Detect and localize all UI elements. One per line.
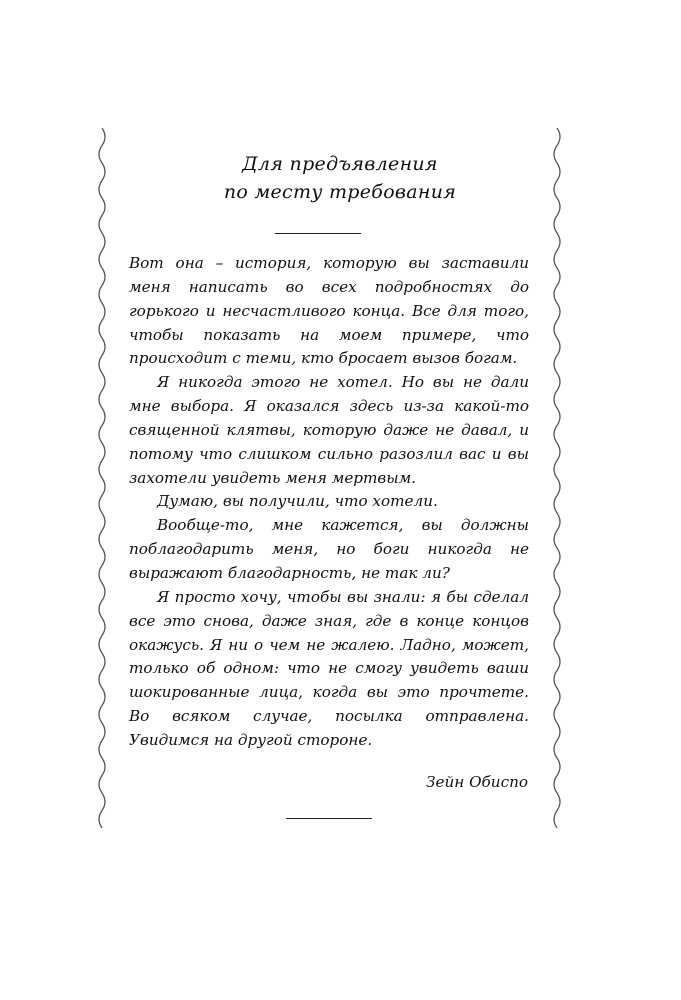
bottom-divider: [286, 818, 372, 819]
paragraph-2: Я никогда этого не хотел. Но вы не дали мне выбора. Я оказался здесь из-за какой-то священной клятвы, которую даже не давал, и потому что слишком сильно разозлил вас и вы захотели увидеть меня мертвым.: [129, 373, 529, 487]
letter-body: [129, 252, 529, 753]
title-line-2: по месту требования: [223, 181, 457, 203]
signature: Зейн Обиспо: [426, 773, 528, 791]
left-wavy-border: [96, 128, 108, 828]
paragraph-4: Вообще-то, мне кажется, вы должны поблагодарить меня, но боги никогда не выражают благодарность, не так ли?: [129, 516, 529, 582]
paragraph-5: Я просто хочу, чтобы вы знали: я бы сделал все это снова, даже зная, где в конце концов окажусь. Я ни о чем не жалею. Ладно, может, только об одном: что не смогу увидеть ваши шокированные лица, когда вы это прочтете. Во всяком случае, посылка отправлена. Увидимся на другой стороне.: [129, 587, 529, 749]
right-wavy-border: [551, 128, 563, 828]
paragraph-3: Думаю, вы получили, что хотели.: [157, 492, 438, 511]
top-divider: [275, 233, 361, 234]
paragraph-1: Вот она – история, которую вы заставили меня написать во всех подробностях до горького и несчастливого конца. Все для того, чтобы показать на моем примере, что происходит с теми, кто бросает вызов богам.: [129, 254, 529, 368]
title-line-1: Для предъявления: [242, 153, 438, 175]
